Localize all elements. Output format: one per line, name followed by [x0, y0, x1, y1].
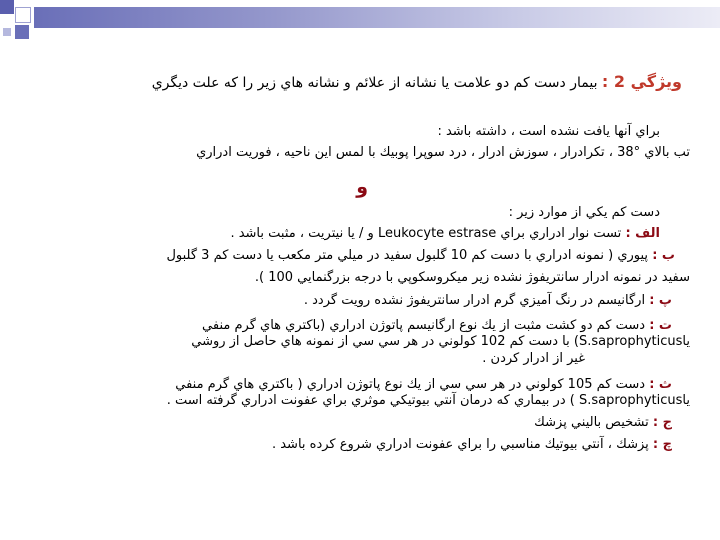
- header-gradient-bar: [34, 7, 720, 28]
- item-se-label: ث :: [649, 377, 672, 392]
- item-be: [166, 248, 675, 263]
- item-alef-label: الف :: [625, 226, 660, 241]
- title-text: بيمار دست كم دو علامت يا نشانه از علائم و نشانه هاي زير را كه علت ديگري: [151, 75, 598, 91]
- title-label: ويژگي 2 :: [601, 72, 682, 91]
- item-se-text: دست كم 105 كولوني در هر سي سي از يك نوع پاتوژن ادراري ( باكتري هاي گرم منفي: [175, 377, 646, 392]
- item-jim-text: تشخيص باليني پزشك: [534, 415, 649, 430]
- item-jim-label: ج :: [652, 415, 672, 430]
- item-be-text: پيوري ( نمونه ادراري با دست كم 10 گلبول سفيد در ميلي متر مكعب يا دست كم 3 گلبول: [166, 248, 649, 263]
- item-alef: [230, 226, 660, 241]
- decor-square-outline: [15, 7, 31, 23]
- item-te: [202, 318, 672, 333]
- intro-line: براي آنها يافت نشده است ، داشته باشد :: [437, 124, 660, 139]
- decor-square-light: [3, 28, 11, 36]
- decor-square-dark: [0, 0, 14, 14]
- symptoms-line: تب بالاي °38 ، تكرادرار ، سوزش ادرار ، درد سوپرا پوبيك با لمس اين ناحيه ، فوريت ادراري: [196, 145, 690, 160]
- item-be-label: ب :: [652, 248, 675, 263]
- item-alef-text: تست نوار ادراري براي Leukocyte estrase و / يا نيتريت ، مثبت باشد .: [230, 226, 622, 241]
- item-che-label: چ :: [652, 437, 672, 452]
- and-symbol: و: [356, 176, 368, 198]
- item-jim: [534, 415, 672, 430]
- item-te-label: ت :: [649, 318, 672, 333]
- item-che-text: پزشك ، آنتي بيوتيك مناسبي را براي عفونت ادراري شروع كرده باشد .: [271, 437, 649, 452]
- item-te-continuation-2: غير از ادرار كردن .: [482, 351, 585, 366]
- decor-square-blue: [15, 25, 29, 39]
- item-se-continuation: ياS.saprophyticus ) در بيماري كه درمان آنتي بيوتيكي موثري براي عفونت ادراري گرفته است .: [166, 393, 690, 408]
- item-se: [175, 377, 672, 392]
- criteria-heading: دست كم يكي از موارد زير :: [508, 205, 660, 220]
- item-pe: [304, 293, 672, 308]
- item-pe-label: پ :: [649, 293, 672, 308]
- item-te-text: دست كم دو كشت مثبت از يك نوع ارگانيسم پاتوژن ادراري (باكتري هاي گرم منفي: [202, 318, 646, 333]
- item-be-continuation: سفيد در نمونه ادرار سانتريفوژ نشده زير ميكروسكوپي با درجه بزرگنمايي 100 ).: [254, 270, 690, 285]
- item-che: [272, 437, 672, 452]
- item-te-continuation-1: ياS.saprophyticus) با دست كم 102 كولوني در هر سي سي از نمونه هاي حاصل از روشي: [191, 334, 690, 349]
- slide-title: [152, 72, 682, 91]
- item-pe-text: ارگانيسم در رنگ آميزي گرم ادرار سانتريفوژ نشده رويت گردد .: [303, 293, 646, 308]
